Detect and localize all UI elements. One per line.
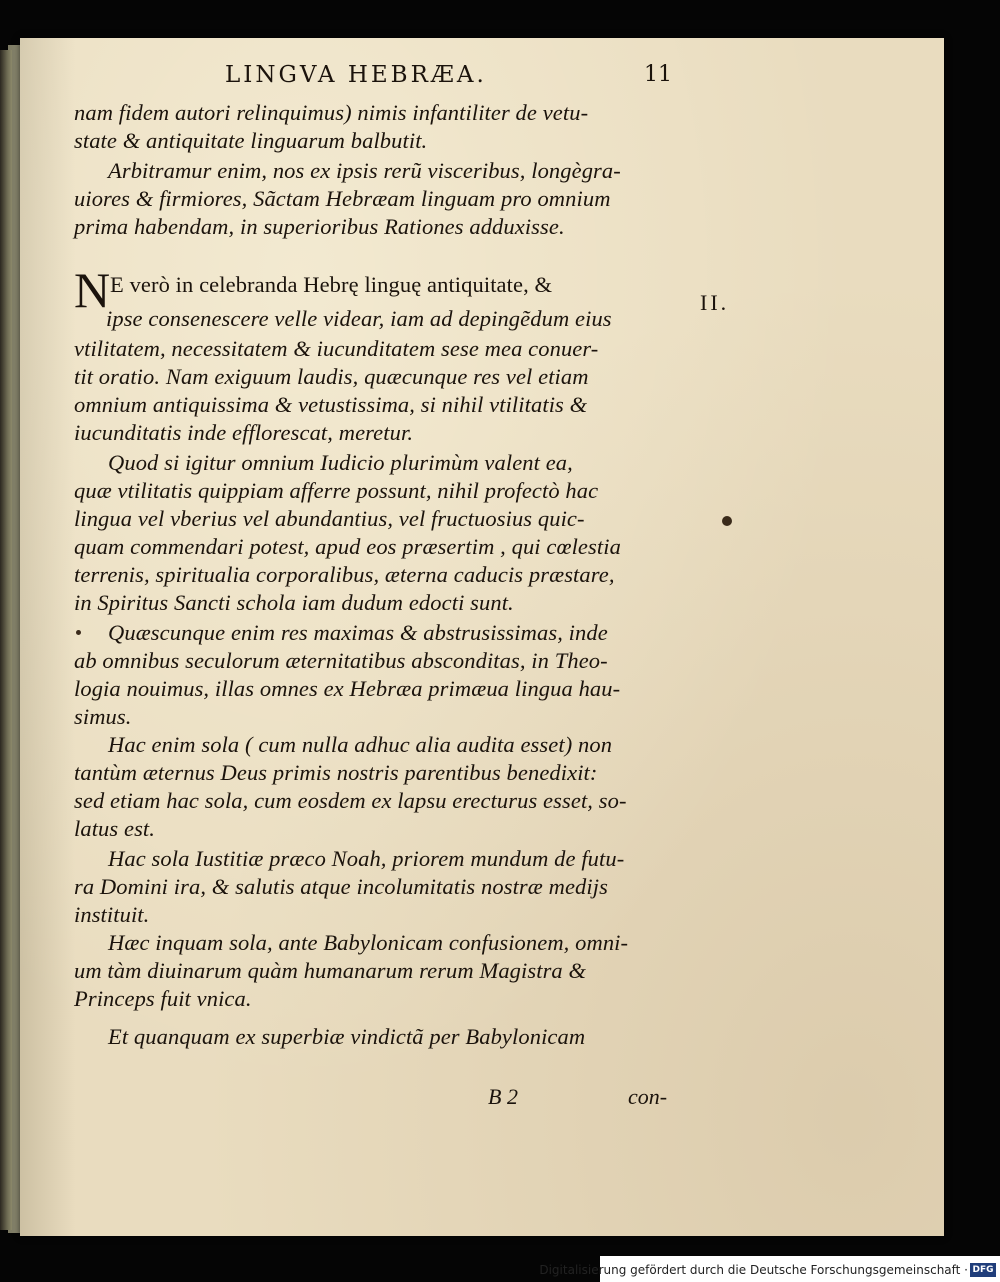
signature-mark: B 2 bbox=[488, 1084, 518, 1109]
text-line: Arbitramur enim, nos ex ipsis rerũ visceribus, longègra- bbox=[108, 158, 621, 183]
text-line: state & antiquitate linguarum balbutit. bbox=[74, 128, 428, 153]
text-line: in Spiritus Sancti schola iam dudum edocti sunt. bbox=[74, 590, 514, 615]
text-line: tantùm æternus Deus primis nostris parentibus benedixit: bbox=[74, 760, 598, 785]
text-line: Hac enim sola ( cum nulla adhuc alia audita esset) non bbox=[108, 732, 613, 757]
text-line: terrenis, spiritualia corporalibus, æterna caducis præstare, bbox=[74, 562, 615, 587]
ink-spot bbox=[722, 516, 732, 526]
text-line: um tàm diuinarum quàm humanarum rerum Magistra & bbox=[74, 958, 587, 983]
ink-spot bbox=[76, 630, 81, 635]
text-line: simus. bbox=[74, 704, 132, 729]
footer-credit: Digitalisierung gefördert durch die Deutsche Forschungsgemeinschaft · bbox=[539, 1263, 968, 1277]
text-line: prima habendam, in superioribus Rationes adduxisse. bbox=[74, 214, 565, 239]
text-line: nam fidem autori relinquimus) nimis infantiliter de vetu- bbox=[74, 100, 589, 125]
dfg-logo: DFG bbox=[970, 1263, 996, 1277]
text-line: Quod si igitur omnium Iudicio plurimùm valent ea, bbox=[108, 450, 573, 475]
text-line: logia nouimus, illas omnes ex Hebræa primæua lingua hau- bbox=[74, 676, 621, 701]
text-line: E verò in celebranda Hebrę linguę antiquitate, & bbox=[110, 272, 553, 297]
text-line: tit oratio. Nam exiguum laudis, quæcunque res vel etiam bbox=[74, 364, 589, 389]
text-line: Princeps fuit vnica. bbox=[74, 986, 252, 1011]
text-line: vtilitatem, necessitatem & iucunditatem sese mea conuer- bbox=[74, 336, 599, 361]
text-line: ab omnibus seculorum æternitatibus absconditas, in Theo- bbox=[74, 648, 608, 673]
text-line: ra Domini ira, & salutis atque incolumitatis nostræ medijs bbox=[74, 874, 608, 899]
marginal-section-number: II. bbox=[700, 290, 730, 315]
scan-left-edge bbox=[0, 50, 12, 1230]
text-line: omnium antiquissima & vetustissima, si nihil vtilitatis & bbox=[74, 392, 588, 417]
text-line: Hac sola Iustitiæ præco Noah, priorem mundum de futu- bbox=[108, 846, 625, 871]
text-line: latus est. bbox=[74, 816, 156, 841]
text-line: Hæc inquam sola, ante Babylonicam confusionem, omni- bbox=[108, 930, 629, 955]
text-line: Et quanquam ex superbiæ vindictã per Babylonicam bbox=[108, 1024, 586, 1049]
text-line: quam commendari potest, apud eos præsertim , qui cœlestia bbox=[74, 534, 621, 559]
page-number: 11 bbox=[644, 62, 672, 87]
text-line: sed etiam hac sola, cum eosdem ex lapsu erecturus esset, so- bbox=[74, 788, 627, 813]
running-head: LINGVA HEBRÆA. bbox=[225, 62, 487, 88]
text-line: ipse consenescere velle videar, iam ad depingẽdum eius bbox=[106, 306, 612, 331]
text-line: Quæscunque enim res maximas & abstrusissimas, inde bbox=[108, 620, 608, 645]
text-line: lingua vel vberius vel abundantius, vel fructuosius quic- bbox=[74, 506, 585, 531]
drop-cap: N bbox=[74, 262, 111, 318]
text-line: uiores & firmiores, Sãctam Hebræam linguam pro omnium bbox=[74, 186, 611, 211]
digitization-footer bbox=[539, 1256, 1000, 1282]
text-line: instituit. bbox=[74, 902, 150, 927]
text-line: iucunditatis inde efflorescat, meretur. bbox=[74, 420, 414, 445]
text-line: quæ vtilitatis quippiam afferre possunt, nihil profectò hac bbox=[74, 478, 599, 503]
catchword: con- bbox=[628, 1084, 668, 1109]
